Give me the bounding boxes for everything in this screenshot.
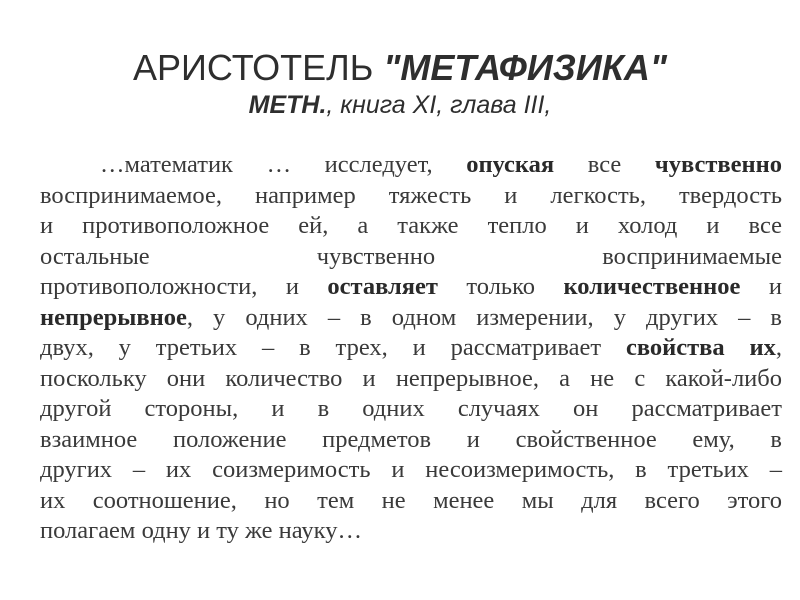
quote-line (40, 455, 782, 486)
quote-text: другой стороны, и в одних случаях он рассматривает (40, 395, 782, 422)
slide-subtitle (0, 90, 800, 120)
quote-text: остальные чувственно воспринимаемые (40, 242, 782, 270)
quote-line (40, 150, 782, 181)
slide-title (0, 48, 800, 88)
emphasis-text: чувственно (654, 151, 782, 178)
subtitle-abbrev: METH. (248, 91, 327, 119)
quote-line (40, 211, 782, 242)
title-work: "МЕТАФИЗИКА" (383, 47, 667, 88)
quote-text: полагаем одну и ту же науку… (40, 517, 362, 544)
quote-text: поскольку они количество и непрерывное, а не с какой-либо (40, 364, 782, 392)
title-author: АРИСТОТЕЛЬ (133, 47, 384, 88)
quote-text: только (437, 273, 564, 300)
quote-text: …математик … исследует, (100, 151, 467, 178)
emphasis-text: опуская (466, 151, 555, 178)
quote-line (40, 364, 782, 395)
subtitle-reference: , книга XI, глава III, (326, 91, 552, 119)
emphasis-text: оставляет (327, 273, 438, 300)
quote-text: и (740, 273, 782, 300)
quote-line (40, 272, 782, 303)
quote-line (40, 303, 782, 334)
quote-line (40, 425, 782, 456)
quote-line (40, 394, 782, 425)
quote-line (40, 516, 782, 547)
quote-line (40, 181, 782, 212)
emphasis-text: непрерывное (40, 303, 187, 331)
quote-text: и противоположное ей, а также тепло и холод и все (40, 212, 782, 239)
quote-text: , (775, 334, 782, 361)
quote-text: других – их соизмеримость и несоизмеримость, в третьих – (40, 456, 782, 483)
quote-text: двух, у третьих – в трех, и рассматривает (40, 334, 626, 361)
quote-text: воспринимаемое, например тяжесть и легкость, твердость (40, 181, 782, 209)
quote-line (40, 242, 782, 273)
quote-line (40, 486, 782, 517)
quote-text: , у одних – в одном измерении, у других – в (186, 303, 782, 331)
emphasis-text: свойства их (625, 334, 776, 361)
quote-line (40, 333, 782, 364)
quote-text: взаимное положение предметов и свойственное ему, в (40, 425, 782, 453)
quote-text: противоположности, и (40, 273, 328, 300)
quote-text: их соотношение, но тем не менее мы для всего этого (40, 486, 782, 514)
emphasis-text: количественное (563, 273, 741, 300)
quote-paragraph (40, 150, 782, 547)
quote-text: все (554, 151, 655, 178)
